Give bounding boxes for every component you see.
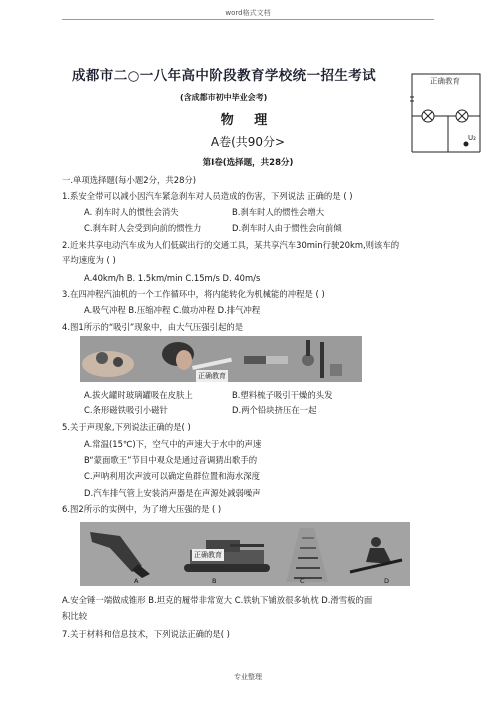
q1-option-d: D.刹车时人由于惯性会向前倾 (232, 223, 342, 233)
q3-options: A.吸气冲程 B.压缩冲程 C.做功冲程 D.排气冲程 (84, 305, 261, 315)
section-heading: 第Ⅰ卷(选择题，共28分) (202, 158, 294, 168)
circuit-u-label: U₂ (468, 134, 476, 142)
q2-options: A.40km/h B. 1.5km/min C.15m/s D. 40m/s (84, 273, 261, 283)
figure-2-letter-c: C (300, 577, 305, 585)
q1-stem: 1.系安全带可以减小因汽车紧急刹车对人员造成的伤害，下列说法 正确的是 ( ) (62, 191, 353, 201)
subject-title: 物 理 (220, 113, 276, 128)
q1-option-c: C.刹车时人会受到向前的惯性力 (84, 223, 202, 233)
q4-stem: 4.图1所示的“吸引”现象中，由大气压强引起的是 (62, 322, 244, 332)
exam-title: 成都市二○一八年高中阶段教育学校统一招生考试 (72, 68, 377, 84)
q1-option-b: B.刹车时人的惯性会增大 (232, 207, 325, 217)
circuit-watermark: 正确教育 (430, 76, 460, 86)
header-divider (62, 19, 434, 20)
q3-stem: 3.在四冲程汽油机的一个工作循环中，将内能转化为机械能的冲程是 ( ) (62, 289, 325, 299)
exam-subtitle: (含成都市初中毕业会考) (180, 93, 268, 102)
q5-option-c: C.声呐利用次声波可以确定鱼群位置和海水深度 (84, 471, 261, 481)
paper-score: A卷(共90分> (210, 135, 286, 149)
q1-option-a: A. 刹车时人的惯性会消失 (84, 207, 179, 217)
q2-stem-cont: 平均速度为 ( ) (62, 255, 116, 265)
figure-2-letter-a: A (134, 577, 139, 585)
q4-option-a: A.拔火罐时玻璃罐吸在皮肤上 (84, 390, 193, 400)
figure-1-watermark: 正确教育 (198, 372, 226, 380)
q6-options: A.安全锤一端做成锥形 B.坦克的履带非常宽大 C.铁轨下铺放很多轨枕 D.滑雪板的面 (62, 595, 373, 605)
q5-option-a: A.常温(15℃)下，空气中的声速大于水中的声速 (84, 439, 262, 449)
q2-stem: 2.近来共享电动汽车成为人们低碳出行的交通工具，某共享汽车30min行驶20km,则该车的 (62, 240, 400, 250)
page-footer: 专业整理 (234, 673, 262, 681)
q4-option-c: C.条形磁铁吸引小磁针 (84, 405, 168, 415)
q4-option-b: B.塑料梳子吸引干燥的头发 (232, 390, 333, 400)
q7-stem: 7.关于材料和信息技术，下列说法正确的是( ) (62, 629, 230, 639)
figure-2-photo (80, 522, 410, 586)
q5-option-d: D.汽车排气管上安装消声器是在声源处减弱噪声 (84, 488, 261, 498)
q6-options-cont: 积比较 (62, 611, 88, 621)
figure-1-photo (80, 336, 362, 382)
q6-stem: 6.图2所示的实例中，为了增大压强的是 ( ) (62, 504, 222, 514)
q4-option-d: D.两个铅块挤压在一起 (232, 405, 317, 415)
q5-option-b: B“蒙面歌王”节目中观众是通过音调猜出歌手的 (84, 455, 258, 465)
figure-2-illustration (80, 522, 410, 586)
page-header: word格式文档 (225, 9, 271, 17)
question-intro: 一.单项选择题(每小题2分，共28分) (62, 175, 197, 185)
figure-2-watermark: 正确教育 (194, 551, 222, 559)
figure-2-letter-b: B (212, 577, 217, 585)
figure-2-letter-d: D (384, 577, 390, 585)
q5-stem: 5.关于声现象,下列说法正确的是( ) (62, 422, 191, 432)
